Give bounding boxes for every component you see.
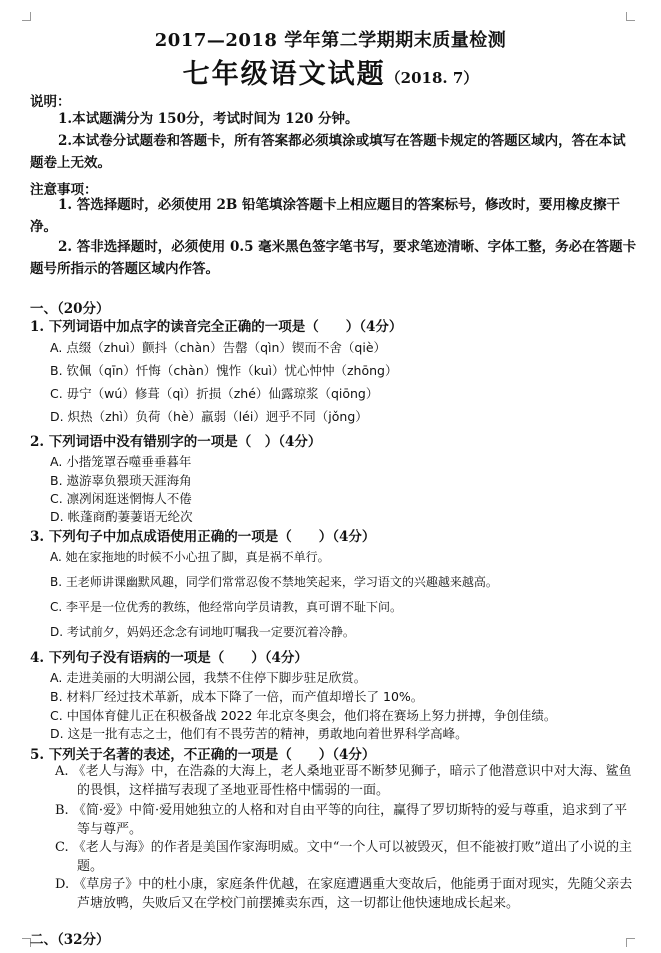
question-1-option-a: A. 点缀（zhuì）颤抖（chàn）告罄（qìn）锲而不舍（qiè） <box>50 340 387 355</box>
question-5-option-a: A. 《老人与海》中，在浩淼的大海上，老人桑地亚哥不断梦见狮子，暗示了他潜意识中对大海、鲨鱼的畏惧，这样描写表现了圣地亚哥性格中懦弱的一面。 <box>55 764 632 798</box>
crop-mark-top-right <box>626 12 635 21</box>
question-2-option-a: A. 小揩笼罩吞噬垂垂暮年 <box>50 454 192 469</box>
question-1-stem: 1. 下列词语中加点字的读音完全正确的一项是（ ）（4分） <box>30 319 403 335</box>
question-5-option-c: C. 《老人与海》的作者是美国作家海明威。文中“一个人可以被毁灭，但不能被打败”道出了小说的主题。 <box>55 840 633 874</box>
section-two-heading: 二、（32分） <box>30 932 110 948</box>
question-4-option-d: D. 这是一批有志之士，他们有不畏劳苦的精神，勇敢地向着世界科学高峰。 <box>50 726 468 741</box>
question-3-option-a: A. 她在家拖地的时候不小心扭了脚，真是祸不单行。 <box>50 550 330 564</box>
question-1-option-d: D. 炽热（zhì）负荷（hè）羸弱（léi）迥乎不同（jǒng） <box>50 409 368 424</box>
question-3-option-c: C. 李平是一位优秀的教练，他经常向学员请教，真可谓不耻下问。 <box>50 600 403 614</box>
attention-item: 2. 答非选择题时，必须使用 0.5 毫米黑色签字笔书写，要求笔迹清晰、字体工整，务必在答题卡题号所指示的答题区域内作答。 <box>30 239 637 277</box>
exam-title <box>0 52 661 91</box>
exam-date: （2018. 7） <box>385 69 479 87</box>
question-1-option-b: B. 钦佩（qīn）忏悔（chàn）愧怍（kuì）忧心忡忡（zhōng） <box>50 363 398 378</box>
exam-semester-title: 2017—2018 学年第二学期期末质量检测 <box>154 30 507 51</box>
question-5-option-b: B. 《简·爱》中简·爱用她独立的人格和对自由平等的向往，赢得了罗切斯特的爱与尊重，追求到了平等与尊严。 <box>55 803 628 837</box>
question-1-option-c: C. 毋宁（wú）修葺（qì）折损（zhé）仙露琼浆（qiōng） <box>50 386 379 401</box>
notes-label: 说明： <box>30 94 71 110</box>
question-4-stem: 4. 下列句子没有语病的一项是（ ）（4分） <box>30 650 308 666</box>
attention-item: 1. 答选择题时，必须使用 2B 铅笔填涂答题卡上相应题目的答案标号，修改时，要用橡皮擦干净。 <box>30 197 620 235</box>
note-item: 1.本试题满分为 150分，考试时间为 120 分钟。 <box>58 111 359 127</box>
question-3-stem: 3. 下列句子中加点成语使用正确的一项是（ ）（4分） <box>30 529 376 545</box>
exam-title-text: 七年级语文试题 <box>182 59 386 90</box>
crop-mark-top-left <box>22 12 31 21</box>
question-2-option-c: C. 凛冽闲逛迷惘悔人不倦 <box>50 491 192 506</box>
question-2-stem: 2. 下列词语中没有错别字的一项是（ ）（4分） <box>30 434 322 450</box>
question-5-option-d: D. 《草房子》中的杜小康，家庭条件优越，在家庭遭遇重大变故后，他能勇于面对现实，先随父亲去芦塘放鸭，失败后又在学校门前摆摊卖东西，这一切都让他快速地成长起来。 <box>55 877 633 911</box>
question-5-stem: 5. 下列关于名著的表述，不正确的一项是（ ）（4分） <box>30 747 376 763</box>
question-4-option-a: A. 走进美丽的大明湖公园，我禁不住停下脚步驻足欣赏。 <box>50 670 367 685</box>
section-one-heading: 一、（20分） <box>30 301 110 317</box>
question-2-option-b: B. 遨游辜负猥琐天涯海角 <box>50 473 192 488</box>
question-4-option-c: C. 中国体育健儿正在积极备战 2022 年北京冬奥会，他们将在赛场上努力拼搏，争创佳绩。 <box>50 708 557 723</box>
question-3-option-d: D. 考试前夕，妈妈还念念有词地叮嘱我一定要沉着冷静。 <box>50 625 355 639</box>
question-2-option-d: D. 帐蓬商酌萋萋语无纶次 <box>50 509 193 524</box>
note-item: 2.本试卷分试题卷和答题卡，所有答案都必须填涂或填写在答题卡规定的答题区域内，答在本试题卷上无效。 <box>30 133 626 171</box>
attention-label: 注意事项： <box>30 182 98 198</box>
question-4-option-b: B. 材料厂经过技术革新，成本下降了一倍，而产值却增长了 10%。 <box>50 689 424 704</box>
crop-mark-bottom-right <box>626 938 635 947</box>
question-3-option-b: B. 王老师讲课幽默风趣，同学们常常忍俊不禁地笑起来，学习语文的兴趣越来越高。 <box>50 575 498 589</box>
